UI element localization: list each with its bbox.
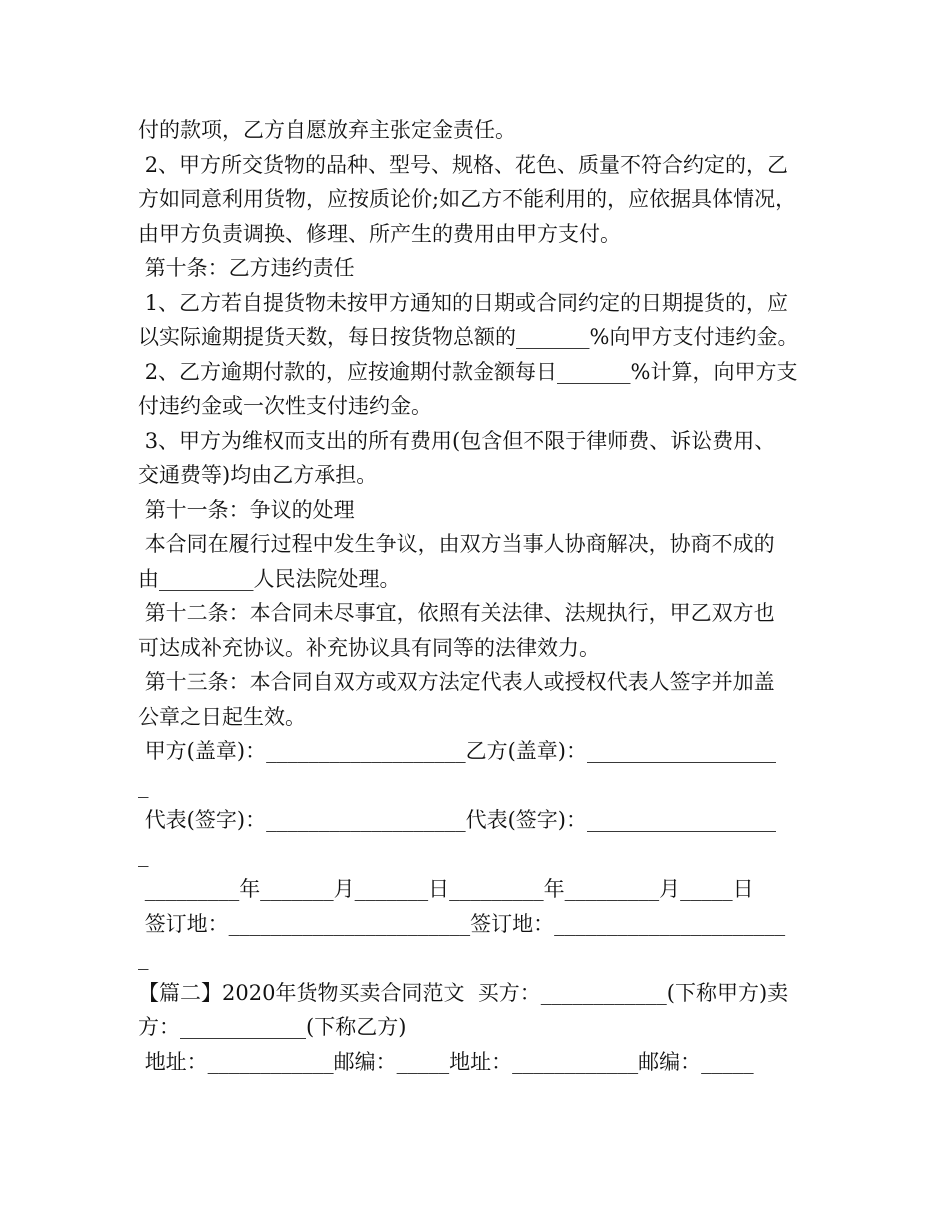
text-line: 由甲方负责调换、修理、所产生的费用由甲方支付。 (138, 221, 621, 246)
signature-line: 代表(签字)：___________________代表(签字)：__________________ (138, 808, 776, 832)
text-line: _ (138, 946, 149, 970)
signature-line: 甲方(盖章)：___________________乙方(盖章)：__________________ (138, 739, 776, 763)
date-line: _________年_______月_______日_________年_________月_____日 (138, 877, 754, 901)
text-line: 2、乙方逾期付款的，应按逾期付款金额每日_______%计算，向甲方支 (138, 359, 798, 384)
text-line: 第十二条：本合同未尽事宜，依照有关法律、法规执行，甲乙双方也 (138, 601, 775, 625)
section-heading: 第十一条：争议的处理 (138, 497, 355, 522)
text-line: 方如同意利用货物，应按质论价;如乙方不能利用的，应依据具体情况， (138, 187, 797, 211)
contract-text (138, 113, 828, 1079)
text-line: 1、乙方若自提货物未按甲方通知的日期或合同约定的日期提货的，应 (138, 290, 789, 315)
text-line: 公章之日起生效。 (138, 704, 306, 729)
text-line: 由_________人民法院处理。 (138, 566, 401, 591)
text-line: 2、甲方所交货物的品种、型号、规格、花色、质量不符合约定的，乙 (138, 152, 789, 177)
text-line: 第十三条：本合同自双方或双方法定代表人或授权代表人签字并加盖 (138, 670, 775, 694)
section-heading: 【篇二】2020年货物买卖合同范文 买方：____________(下称甲方)卖 (138, 980, 789, 1005)
text-line: 付违约金或一次性支付违约金。 (138, 394, 432, 418)
text-line: _ (138, 842, 149, 867)
address-line: 地址：____________邮编：_____地址：____________邮编：_____ (138, 1049, 754, 1074)
text-line: 可达成补充协议。补充协议具有同等的法律效力。 (138, 635, 600, 660)
text-line: 付的款项，乙方自愿放弃主张定金责任。 (138, 118, 516, 142)
text-line: 以实际逾期提货天数，每日按货物总额的_______%向甲方支付违约金。 (138, 325, 799, 349)
signing-place-line: 签订地：_______________________签订地：______________________ (138, 911, 786, 936)
text-line: 方：____________(下称乙方) (138, 1015, 407, 1039)
text-line: 3、甲方为维权而支出的所有费用(包含但不限于律师费、诉讼费用、 (138, 428, 776, 453)
section-heading: 第十条：乙方违约责任 (138, 256, 355, 280)
text-line: _ (138, 773, 149, 798)
text-line: 本合同在履行过程中发生争议，由双方当事人协商解决，协商不成的 (138, 532, 775, 556)
text-line: 交通费等)均由乙方承担。 (138, 463, 378, 487)
